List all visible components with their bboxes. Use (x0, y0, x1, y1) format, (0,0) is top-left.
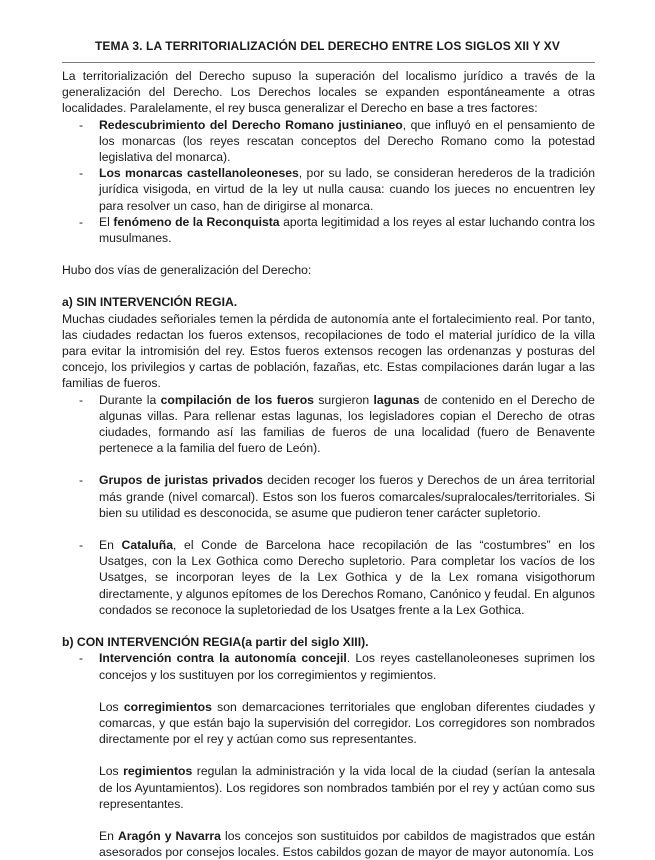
title-divider (62, 62, 595, 63)
intro-paragraph: La territorialización del Derecho supuso la superación del localismo jurídico a través de la generalización del Derecho. Los Derechos locales se expanden espontáneamente a otras localidades. Paralelamente, el rey busca generalizar el Derecho en base a tres factores: (62, 69, 595, 116)
section-a-list (62, 537, 595, 618)
item-text: . Los reyes castellanoleoneses suprimen los concejos y los sustituyen por los corregimientos y regimientos. (99, 651, 596, 682)
regimientos-paragraph: Los regimientos regulan la administración y la vida local de la ciudad (serían la antesala de los Ayuntamientos). Los regidores son nombrados también por el rey y actúan como sus representantes. (99, 764, 595, 811)
list-dash: - (79, 473, 84, 488)
item-bold: compilación de los fueros (160, 392, 314, 407)
item-prefix: En (99, 538, 122, 553)
list-dash: - (79, 117, 84, 132)
vias-paragraph: Hubo dos vías de generalización del Derecho: (62, 263, 312, 278)
list-dash: - (79, 392, 84, 407)
list-dash: - (79, 214, 84, 229)
document-body (62, 68, 595, 860)
item-bold: Cataluña (121, 538, 174, 553)
list-dash: - (79, 651, 84, 666)
section-b-heading: b) CON INTERVENCIÓN REGIA(a partir del siglo XIII). (62, 635, 369, 650)
list-item (62, 214, 595, 246)
list-item (62, 650, 595, 860)
item-text: , el Conde de Barcelona hace recopilación de las “costumbres” en los Usatges, con la Lex Gothica como Derecho supletorio. Para completar los vacíos de los Usatges, se incorporan leyes de la Lex Gothica y de la Lex romana visigothorum directamente, y algunos epítomes de los Derechos Romano, Canónico y feudal. En algunos condados se reconoce la supletoriedad de los Usatges frente a la Lex Gothica. (99, 538, 595, 617)
list-item (62, 537, 595, 618)
factor-title: fenómeno de la Reconquista (113, 214, 280, 229)
section-a-intro: Muchas ciudades señoriales temen la pérdida de autonomía ante el fortalecimiento real. Por tanto, las ciudades redactan los fueros extensos, recopilaciones de todo el material jurídico de la villa para evitar la intromisión del rey. Estos fueros extensos recogen las ordenanzas y posturas del concejo, los privilegios y cartas de población, fazañas, etc. Estas compilaciones darán lugar a las familias de fueros. (62, 311, 595, 391)
factor-text: , por su lado, se consideran herederos de la tradición jurídica visigoda, en virtud de la ley ut nulla causa: cuando los jueces no encuentren ley para resolver un caso, han de dirigirse al monarca. (99, 166, 595, 213)
section-a-list (62, 392, 595, 457)
item-bold: lagunas (373, 392, 420, 407)
factor-prefix: El (99, 214, 114, 229)
section-a-list (62, 472, 595, 521)
factor-title: Redescubrimiento del Derecho Romano justinianeo (99, 117, 403, 132)
factors-list (62, 117, 595, 247)
section-a-heading: a) SIN INTERVENCIÓN REGIA. (62, 295, 238, 310)
list-item (62, 472, 595, 521)
item-prefix: Durante la (99, 392, 161, 407)
list-item (62, 392, 595, 457)
factor-text: aporta legitimidad a los reyes al estar luchando contra los musulmanes. (99, 214, 595, 246)
section-b-list (62, 650, 595, 860)
factor-text: , que influyó en el pensamiento de los monarcas (los reyes rescatan conceptos del Derecho Romano como la potestad legislativa del monarca). (99, 117, 595, 165)
item-bold: Grupos de juristas privados (99, 473, 264, 488)
list-dash: - (79, 538, 84, 553)
item-bold: Intervención contra la autonomía concejil (99, 651, 347, 666)
item-text: de contenido en el Derecho de algunas villas. Para rellenar estas lagunas, los legisladores copian el Derecho de otras ciudades, formando así las familias de fueros de una localidad (fuero de Benavente pertenece a la familia del fuero de León). (99, 392, 595, 456)
list-dash: - (79, 166, 84, 181)
page-title: TEMA 3. LA TERRITORIALIZACIÓN DEL DERECHO ENTRE LOS SIGLOS XII Y XV (95, 39, 560, 53)
list-item (62, 117, 595, 166)
item-text: deciden recoger los fueros y Derechos de un área territorial más grande (nivel comarcal). Estos son los fueros comarcales/supralocales/territoriales. Si bien su utilidad es desconocida, se asume que pudieron tener carácter supletorio. (99, 473, 595, 520)
corregimientos-paragraph: Los corregimientos son demarcaciones territoriales que engloban diferentes ciudades y comarcas, y que están bajo la supervisión del corregidor. Los corregidores son nombrados directamente por el rey y actúan como sus representantes. (99, 699, 595, 747)
factor-title: Los monarcas castellanoleoneses (99, 166, 299, 181)
aragon-paragraph: En Aragón y Navarra los concejos son sustituidos por cabildos de magistrados que están asesorados por consejos locales. Estos cabildos gozan de mayor de mayor autonomía. Los (99, 828, 595, 860)
item-mid: surgieron (313, 392, 374, 407)
list-item (62, 165, 595, 214)
